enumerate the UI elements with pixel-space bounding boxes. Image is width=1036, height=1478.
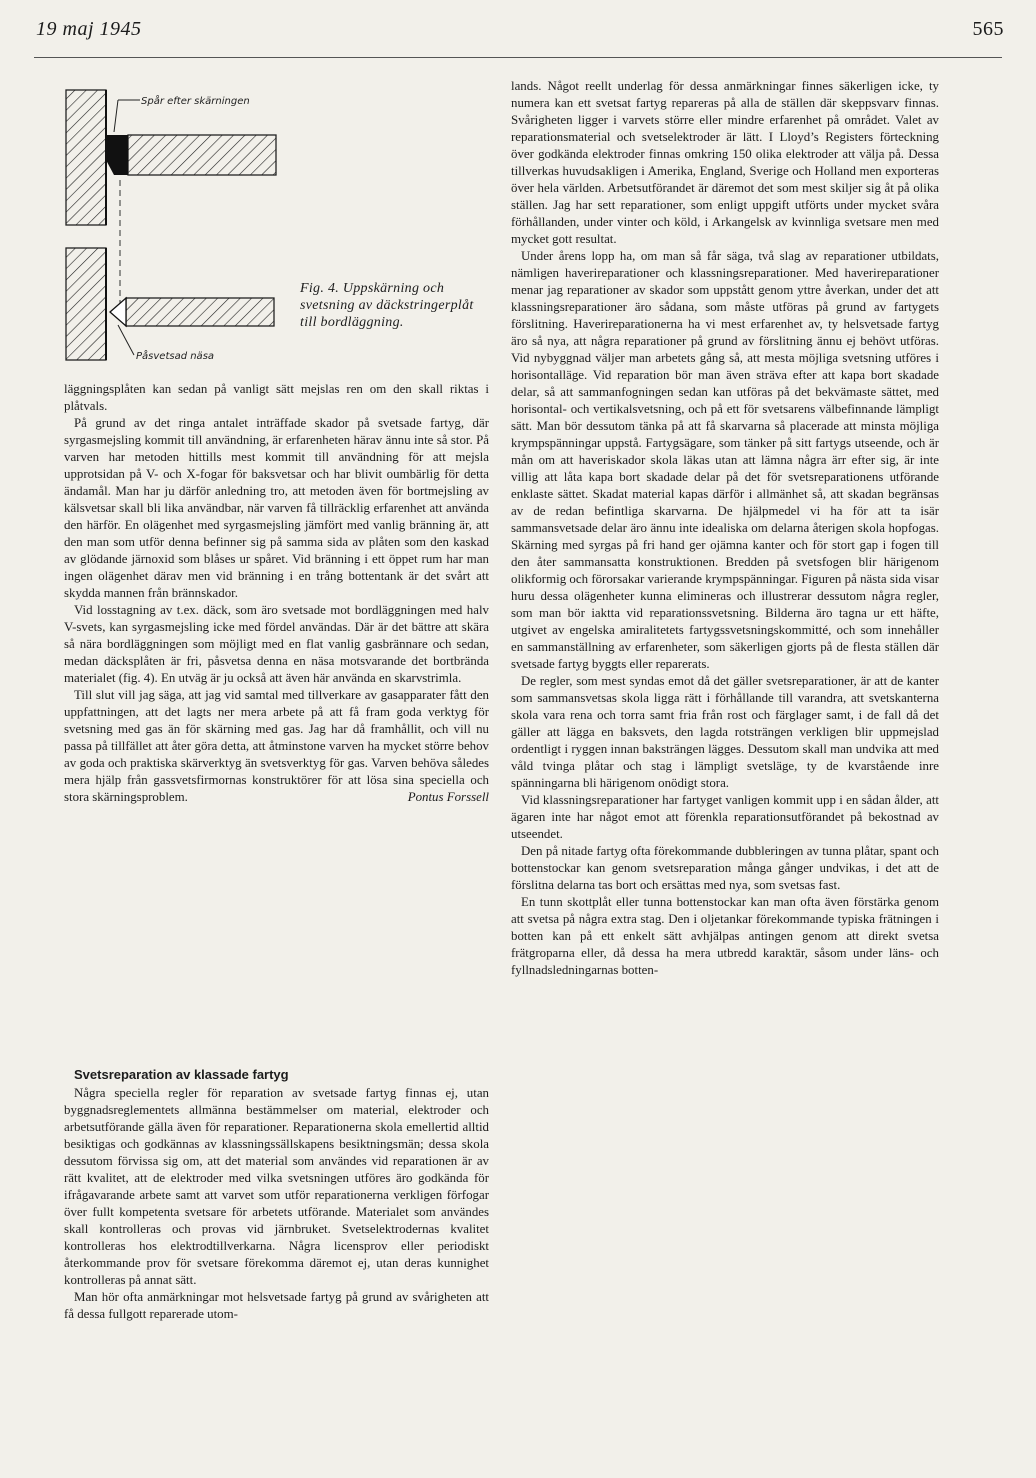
lower-weld-detail [66, 248, 274, 360]
upper-weld-detail [66, 90, 276, 225]
section-paragraph: Några speciella regler för reparation av svetsade fartyg finnas ej, utan byggnadsreglementets allmänna bestämmelser om material, elektroder och arbetsutförande gälla även för reparationer. Reparationerna skola emellertid alltid besiktigas och godkännas av klassningssällskapens besiktningsmän; dessa skola dessutom förvissa sig om, att det material som användes vid reparationen är av rätt kvalitet, att de elektroder med vilka svetsningen utföres äro godkända för ifrågavarande arbete samt att varvet som utför reparationerna verkligen förfogar över fullt kompetenta svetsare för arbetets utförande. Materialet som användes skall kontrolleras och provas vid järnbruket. Svetselektrodernas kvalitet kontrolleras hos elektrodtillverkarna. Några licensprov eller periodiskt återkommande prov för svetsare förekomma däremot ej, utan deras kunnighet kontrolleras på annat sätt. [64, 1086, 489, 1287]
right-column [511, 78, 939, 979]
label-spar: Spår efter skärningen [141, 96, 250, 107]
left-column-section [64, 1066, 489, 1323]
figure-4 [62, 80, 292, 380]
left-paragraph: Vid losstagning av t.ex. däck, som äro svetsade mot bordläggningen med halv V-svets, kan syrgasmejsling icke med fördel användas. Där är det bättre att skära så nära bordläggningen som möjligt med en flat vanlig gasbrännare och sedan, medan däcksplåten är fri, påsvetsa denna en näsa motsvarande det bortbrända materialet (fig. 4). En utväg är ju också att även här använda en skarvstrimla. [64, 603, 489, 685]
figure-4-drawing [62, 80, 292, 380]
header-rule [34, 57, 1002, 58]
page-number: 565 [972, 18, 1004, 40]
left-column-top [64, 381, 489, 806]
left-paragraph: Till slut vill jag säga, att jag vid samtal med tillverkare av gasapparater fått den uppfattningen, att det lagts ner mera arbete på att få fram goda verktyg för svetsning med gas än för skärning med gas. Jag har då framhållit, och vill nu passa på tillfället att åter göra detta, att åtminstone varven ha mycket större behov av goda och praktiska skärverktyg än svetsverktyg för gas. Varven behöva således mera hjälp från gassvetsfirmornas konstruktörer för att lösa sina speciella och stora skärningsproblem. [64, 688, 489, 804]
right-paragraph: En tunn skottplåt eller tunna bottenstockar kan man ofta även förstärka genom att svetsa på några extra stag. Den i oljetankar förekommande typiska frätningen i botten kan på ett enkelt sätt avhjälpas antingen genom att direkt svetsa frätgroparna eller, då dessa ha mera utbredd karaktär, såsom under läns- och fyllnadsledningarnas botten- [511, 895, 939, 977]
left-paragraph-last [64, 687, 489, 806]
right-paragraph: De regler, som mest syndas emot då det gäller svetsreparationer, är att de kanter som sammansvetsas skola ligga rätt i förhållande till varandra, att svetskanterna skola vara rena och torra samt fria från rost och färglager samt, i de fall då det gäller att lägga en baksvets, den lagda rotsträngen verkligen blir uppmejslad ordentligt i ryggen innan baksträngen lägges. Dessutom skall man undvika att med våld tvinga plåtar och stag i lämpligt svetsläge, ty de kvarstående inre spänningarna bli härigenom onödigt stora. [511, 674, 939, 790]
section-paragraph: Man hör ofta anmärkningar mot helsvetsade fartyg på grund av svårigheten att få dessa fullgott reparerade utom- [64, 1290, 489, 1321]
left-paragraph: På grund av det ringa antalet inträffade skador på svetsade fartyg, där syrgasmejsling kommit till användning, är erfarenheten härav ännu inte så stor. På varven har metoden hittills mest kommit till användning för att mejsla upprotsidan på V- och X-fogar för baksvetsar och har blivit oumbärlig för detta ändamål. Man har ju därför anledning tro, att metoden även för bortmejsling av kälsvetsar skall bli lika användbar, när varven få tillräcklig erfarenhet att använda den härför. En olägenhet med syrgasmejsling jämfört med vanlig bränning är, att den man som utför denna befinner sig på samma sida av plåten som den kaskad av glödande järnoxid som blåses ur spåret. Vid bränning i ett öppet rum har man ingen olägenhet därav men vid bränning i en trång bottentank är det svårt att skydda mannen från brännskador. [64, 416, 489, 600]
figure-caption: Fig. 4. Uppskärning och svetsning av däckstringerplåt till bordläggning. [300, 281, 474, 330]
left-paragraph: läggningsplåten kan sedan på vanligt sätt mejslas ren om den skall riktas i plåtvals. [64, 382, 489, 413]
section-title: Svetsreparation av klassade fartyg [74, 1067, 289, 1082]
header-date: 19 maj 1945 [36, 18, 142, 40]
right-paragraph: lands. Något reellt underlag för dessa anmärkningar finnes säkerligen icke, ty numera kan ett svetsat fartyg repareras på alla de ställen där skeppsvarv finnas. Svårigheten ligger i varvets större eller mindre erfarenhet på området. Valet av reparationsmaterial och svetselektroder är lätt. I Lloyd’s Registers förteckning över godkända elektroder finnas omkring 150 olika elektroder att välja på. Dessa tillverkas huvudsakligen i Amerika, England, Sverige och Holland men exporteras över hela världen. Arbetsutförandet är däremot det som mest skiljer sig åt på olika ställen. Jag har sett reparationer, som enligt uppgift utförts under mycket svåra förhållanden, under vinter och köld, i Arkangelsk av kvinnliga svetsare men med mycket gott resultat. [511, 79, 939, 246]
right-paragraph: Vid klassningsreparationer har fartyget vanligen kommit upp i en sådan ålder, att ägaren inte har något emot att förenkla reparationsutförandet på bekostnad av utseendet. [511, 793, 939, 841]
signature: Pontus Forssell [407, 790, 489, 804]
right-paragraph: Under årens lopp ha, om man så får säga, två slag av reparationer utbildats, nämligen haverireparationer och klassningsreparationer. Med haverireparationer menar jag reparationer av skador som uppstått genom yttre åverkan, under det att klassningsreparationer äro sådana, som måste utföras på grund av fartygets förslitning. Haverireparationerna ha vi mest erfarenhet av, ty helsvetsade fartyg äro så nya, att några reparationer på grund av förslitning ännu ej behövt utföras. Vid nybyggnad väljer man arbetets gång så, att mesta möjliga svetsning utföres i horisontalläge. Vid reparation bör man även sträva efter att kapa bort skadade delar, så att sammanfogningen sedan kan utföras på det bekvämaste sättet, med horisontal- och vertikalsvetsning, och på ett för svetsarens välbefinnande lämpligt sätt. Man bör dessutom tänka på att få skarvarna så placerade att minsta möjliga krympspänningar uppstå. Fartygsägare, som tänker på sitt fartygs utseende, och är mån om att haveriskador skola läkas utan att lämna några ärr efter sig, är inte villig att låta kapa bort skadade delar på det för svetsreparationens utförande enklaste sättet. Skadat material kapas därför i allmänhet så, att skadan begränsas av de redan befintliga skarvarna. De hjälpmedel vi ha för att ta isär sammansvetsade delar äro ännu inte idealiska om delarna återigen skola hopfogas. Skärning med syrgas på fri hand ger ojämna kanter och för stort gap i fogen till den åter sammansatta konstruktionen. Bredden på svetsfogen blir härigenom olikformig och förorsakar varierande krympspänningar. Figuren på nästa sida visar huru dessa olägenheter kunna elimineras och illustrerar dessutom några regler, som man bör iaktta vid reparationssvetsning. Bilderna äro tagna ur ett häfte, utgivet av engelska amiralitetets fartygssvetsningskommitté, och som innehåller en sammanställning av erfarenheter, som säkerligen gjorts på de flesta ställen där svetsade fartyg byggts eller reparerats. [511, 249, 939, 671]
label-pasvetsad: Påsvetsad näsa [136, 351, 215, 362]
right-paragraph: Den på nitade fartyg ofta förekommande dubbleringen av tunna plåtar, spant och bottenstockar kan genom svetsreparation många gånger undvikas, i det att de förslitna delarna tas bort och ersättas med nya, som svetsas fast. [511, 844, 939, 892]
